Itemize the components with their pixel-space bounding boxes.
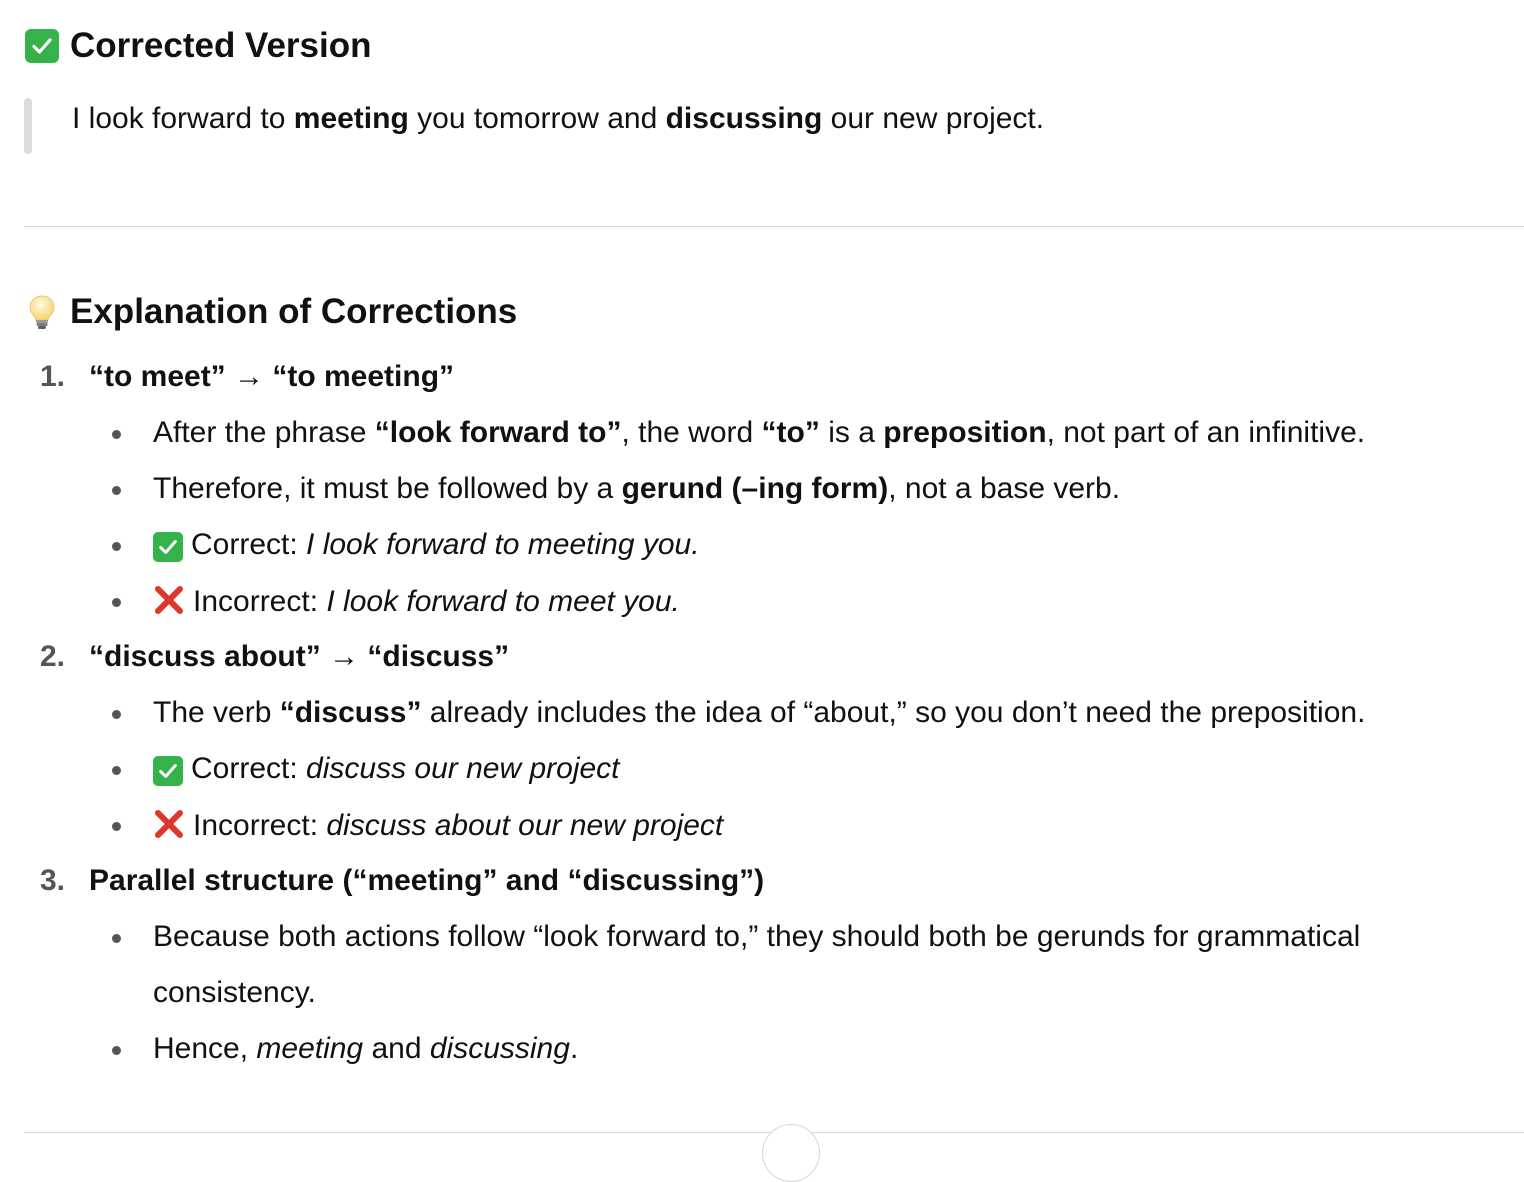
list-item [40, 360, 454, 394]
bullet-dot [112, 430, 121, 439]
corrected-sentence-quote [24, 98, 1424, 154]
light-bulb-icon [24, 294, 60, 330]
check-mark-button-icon [24, 28, 60, 64]
item-number: 1. [40, 360, 66, 393]
explanation-title: Explanation of Corrections [70, 292, 518, 331]
cross-mark-icon [153, 808, 185, 840]
bullet-dot [112, 822, 121, 831]
list-item [40, 640, 509, 674]
check-mark-icon [153, 756, 183, 786]
bullet-dot [112, 542, 121, 551]
quote-bar [24, 98, 32, 154]
check-mark-icon [153, 532, 183, 562]
explanation-heading [24, 292, 517, 332]
bullet-dot [112, 934, 121, 943]
item-number: 3. [40, 864, 66, 897]
list-item [40, 864, 764, 898]
bullet-dot [112, 598, 121, 607]
bullet-dot [112, 486, 121, 495]
bullet-dot [112, 710, 121, 719]
corrected-version-heading [24, 26, 372, 66]
item-title: Parallel structure (“meeting” and “discussing”) [89, 864, 765, 897]
bullet-dot [112, 766, 121, 775]
corrected-version-title: Corrected Version [70, 26, 372, 65]
item-number: 2. [40, 640, 66, 673]
item-title: “discuss about” → “discuss” [89, 640, 510, 673]
divider [24, 226, 1524, 227]
scroll-down-button[interactable] [762, 1124, 820, 1182]
cross-mark-icon [153, 584, 185, 616]
item-title: “to meet” → “to meeting” [89, 360, 455, 393]
corrected-sentence: I look forward to meeting you tomorrow and discussing our new project. [72, 102, 1045, 135]
bullet-dot [112, 1046, 121, 1055]
